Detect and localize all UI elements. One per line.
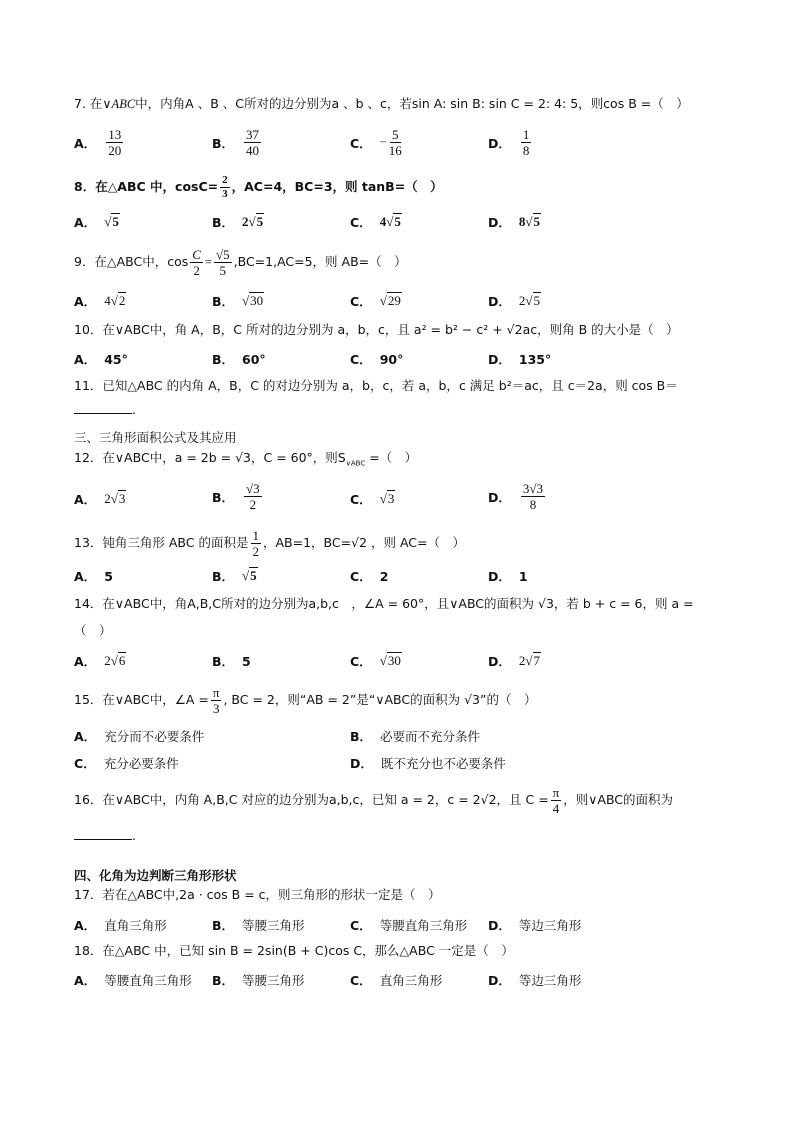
option-c[interactable]: C． √3 <box>350 491 395 507</box>
question-13-stem: 13．钝角三角形 ABC 的面积是 $\frac{1}{2}$ ，AB=1，BC=√2 ，则 AC=（ ） <box>74 527 466 559</box>
question-8-stem: 8．在△ABC 中，cosC= $\frac{2}{3}$ ，AC=4，BC=3，则 tanB=（ ） <box>74 173 443 200</box>
question-17-options <box>74 916 764 934</box>
option-a[interactable]: A． 充分而不必要条件 <box>74 729 205 744</box>
question-11-stem: 11．已知△ABC 的内角 A，B，C 的对边分别为 a，b，c，若 a，b，c 满足 b²＝ac，且 c＝2a，则 cos B＝ <box>74 378 678 393</box>
option-d[interactable]: D． 等边三角形 <box>488 918 582 933</box>
option-d[interactable]: D． 等边三角形 <box>488 973 582 988</box>
option-b[interactable]: B． 2√5 <box>212 214 264 230</box>
option-c[interactable]: C． 等腰直角三角形 <box>350 918 468 933</box>
question-11-answer-blank[interactable]: . <box>74 402 136 418</box>
option-b[interactable]: B． √5 <box>212 568 257 584</box>
option-b[interactable]: B． 必要而不充分条件 <box>350 729 481 744</box>
option-d[interactable]: D． 2√7 <box>488 653 541 669</box>
question-13-options <box>74 567 764 585</box>
option-a[interactable]: A． 4√2 <box>74 293 126 309</box>
question-15-options-row1 <box>74 727 764 745</box>
option-c[interactable]: C． √30 <box>350 653 401 669</box>
option-c[interactable]: C． 2 <box>350 568 389 584</box>
option-a[interactable]: A． 2√6 <box>74 653 126 669</box>
question-9-stem: 9．在△ABC中，cos $\frac{C}{2}$ = $\frac{√5}{5}$ ,BC=1,AC=5，则 AB=（ ） <box>74 246 407 278</box>
question-15-stem: 15．在∨ABC中，∠A = $\frac{\pi}{3}$ , BC = 2，则“AB = 2”是“∨ABC的面积为 √3”的（ ） <box>74 684 537 716</box>
option-c[interactable]: C． 4√5 <box>350 214 401 230</box>
question-14-options <box>74 652 764 670</box>
option-a[interactable]: A． 直角三角形 <box>74 918 167 933</box>
option-c[interactable]: C． 直角三角形 <box>350 973 443 988</box>
question-7-stem: 7. 在∨ABC中，内角A 、B 、C所对的边分别为a 、b 、c，若sin A: sin B: sin C = 2: 4: 5，则cos B =（ ） <box>74 96 689 111</box>
option-d[interactable]: D． 8√5 <box>488 214 541 230</box>
option-b[interactable]: B． $\frac{√3}{2}$ <box>212 481 260 512</box>
question-15-options-row2 <box>74 754 764 772</box>
option-a[interactable]: A． 等腰直角三角形 <box>74 973 192 988</box>
option-d[interactable]: D． 135° <box>488 351 552 367</box>
option-c[interactable]: C． − $\frac{5}{16}$ <box>350 127 402 158</box>
option-d[interactable]: D． $\frac{3√3}{8}$ <box>488 481 544 512</box>
option-a[interactable]: A． √5 <box>74 214 119 230</box>
option-d[interactable]: D． $\frac{1}{8}$ <box>488 127 530 158</box>
option-c[interactable]: C． √29 <box>350 293 401 309</box>
question-12-options <box>74 482 764 516</box>
option-d[interactable]: D． 2√5 <box>488 293 541 309</box>
option-d[interactable]: D． 既不充分也不必要条件 <box>350 756 506 771</box>
question-18-options <box>74 971 764 989</box>
option-d[interactable]: D． 1 <box>488 568 528 584</box>
option-a[interactable]: A． $\frac{13}{20}$ <box>74 127 122 158</box>
question-14-stem: 14．在∨ABC中，角A,B,C所对的边分别为a,b,c ，∠A = 60°，且∨ABC的面积为 √3，若 b + c = 6，则 a = <box>74 596 694 611</box>
option-c[interactable]: C． 充分必要条件 <box>74 756 179 771</box>
question-10-stem: 10．在∨ABC中，角 A，B，C 所对的边分别为 a，b，c，且 a² = b² − c² + √2ac，则角 B 的大小是（ ） <box>74 322 679 337</box>
question-16-stem: 16．在∨ABC中，内角 A,B,C 对应的边分别为a,b,c，已知 a = 2，c = 2√2，且 C = $\frac{\pi}{4}$ ，则∨ABC的面积为 <box>74 784 674 816</box>
question-16-answer-blank[interactable]: . <box>74 828 136 844</box>
question-17-stem: 17．若在△ABC中,2a · cos B = c，则三角形的形状一定是（ ） <box>74 887 441 902</box>
question-8-options <box>74 213 764 231</box>
section-3-heading: 三、三角形面积公式及其应用 <box>74 430 237 445</box>
option-b[interactable]: B． $\frac{37}{40}$ <box>212 127 260 158</box>
option-b[interactable]: B． 等腰三角形 <box>212 973 305 988</box>
question-12-stem: 12．在∨ABC中，a = 2b = √3，C = 60°，则$S_{\vee ABC}$ =（ ） <box>74 450 418 468</box>
question-18-stem: 18．在△ABC 中，已知 sin B = 2sin(B + C)cos C，那么△ABC 一定是（ ） <box>74 943 514 958</box>
option-a[interactable]: A． 2√3 <box>74 491 126 507</box>
option-c[interactable]: C． 90° <box>350 351 404 367</box>
question-9-options <box>74 292 764 310</box>
section-4-heading: 四、化角为边判断三角形形状 <box>74 868 237 883</box>
question-10-options <box>74 350 764 368</box>
question-14-stem-cont: （ ） <box>74 623 112 638</box>
question-7-options <box>74 128 764 160</box>
option-b[interactable]: B． 等腰三角形 <box>212 918 305 933</box>
option-b[interactable]: B． 5 <box>212 653 251 669</box>
option-a[interactable]: A． 5 <box>74 568 113 584</box>
option-a[interactable]: A． 45° <box>74 351 128 367</box>
option-b[interactable]: B． 60° <box>212 351 266 367</box>
option-b[interactable]: B． √30 <box>212 293 264 309</box>
